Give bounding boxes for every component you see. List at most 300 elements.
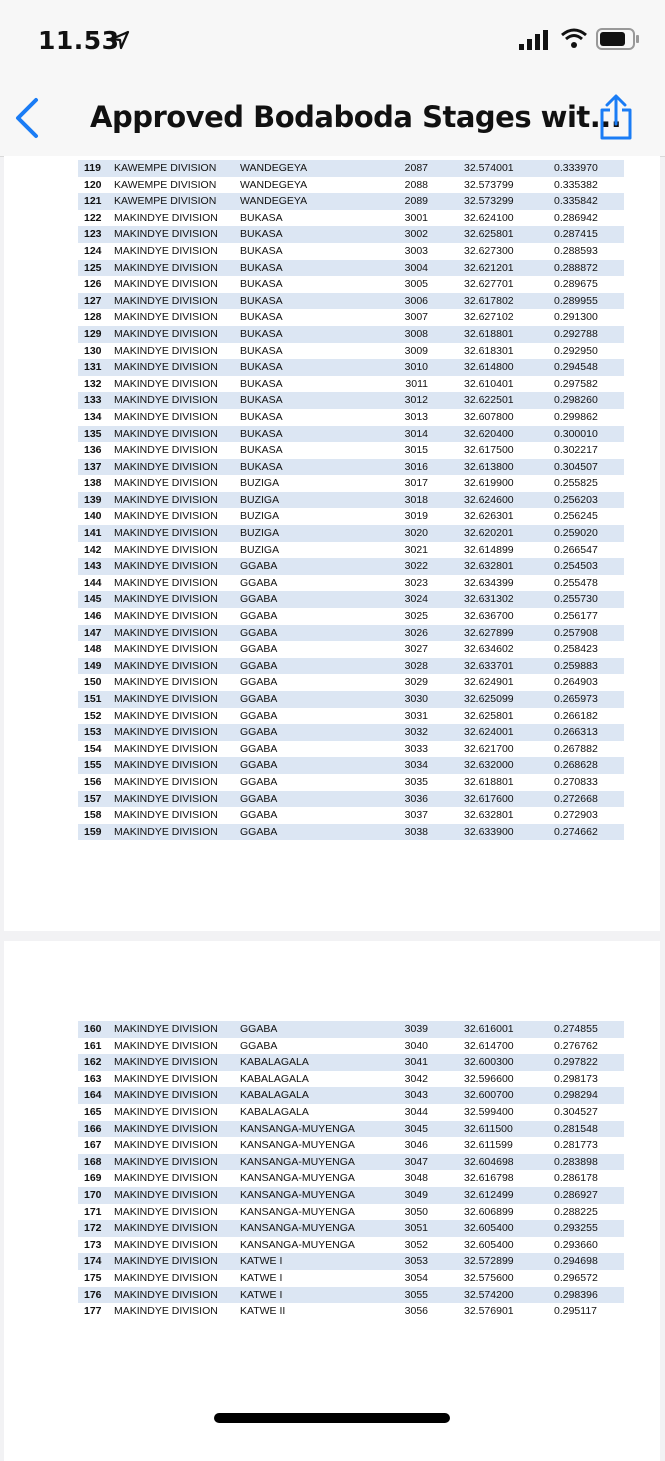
stage-name-cell: KABALAGALA xyxy=(240,1087,368,1104)
row-number: 146 xyxy=(84,610,102,623)
stage-name-cell: KANSANGA-MUYENGA xyxy=(240,1238,355,1251)
row-number: 147 xyxy=(78,625,114,642)
latitude-cell: 0.274855 xyxy=(552,1021,624,1038)
table-row xyxy=(78,1170,624,1187)
table-row xyxy=(78,625,624,642)
latitude-cell: 0.270833 xyxy=(554,775,598,788)
longitude-cell: 32.636700 xyxy=(464,610,514,623)
stage-code-cell: 3004 xyxy=(368,260,458,277)
longitude-cell: 32.618801 xyxy=(464,775,514,788)
division-cell: MAKINDYE DIVISION xyxy=(114,392,240,409)
row-number: 152 xyxy=(84,709,102,722)
division-cell: MAKINDYE DIVISION xyxy=(114,1139,218,1152)
longitude-cell: 32.574200 xyxy=(458,1287,552,1304)
stage-code-cell: 3029 xyxy=(404,676,428,689)
share-button[interactable] xyxy=(596,94,636,142)
stage-code-cell: 3043 xyxy=(368,1087,458,1104)
stage-code-cell: 3014 xyxy=(368,426,458,443)
stage-name-cell: BUKASA xyxy=(240,410,283,423)
stage-name-cell: GGABA xyxy=(240,757,368,774)
stage-code-cell: 3006 xyxy=(368,293,458,310)
row-number: 132 xyxy=(84,377,102,390)
latitude-cell: 0.292788 xyxy=(552,326,624,343)
stage-code-cell: 3017 xyxy=(404,477,428,490)
stage-name-cell: WANDEGEYA xyxy=(240,193,368,210)
row-number: 148 xyxy=(84,643,102,656)
stage-code-cell: 3011 xyxy=(405,377,428,390)
stage-code-cell: 3023 xyxy=(404,576,428,589)
stage-name-cell: KATWE I xyxy=(240,1253,368,1270)
stage-name-cell: BUKASA xyxy=(240,459,368,476)
longitude-cell: 32.618301 xyxy=(464,344,514,357)
longitude-cell: 32.614700 xyxy=(464,1039,514,1052)
table-row xyxy=(78,177,624,194)
row-number: 133 xyxy=(78,392,114,409)
longitude-cell: 32.611599 xyxy=(464,1139,513,1152)
longitude-cell: 32.617500 xyxy=(464,444,514,457)
division-cell: MAKINDYE DIVISION xyxy=(114,1121,240,1138)
table-row xyxy=(78,1187,624,1204)
latitude-cell: 0.256177 xyxy=(554,610,598,623)
stage-name-cell: BUZIGA xyxy=(240,510,280,523)
stage-name-cell: BUKASA xyxy=(240,377,283,390)
division-cell: MAKINDYE DIVISION xyxy=(114,809,218,822)
division-cell: MAKINDYE DIVISION xyxy=(114,1220,240,1237)
latitude-cell: 0.297822 xyxy=(552,1054,624,1071)
latitude-cell: 0.272903 xyxy=(554,809,598,822)
latitude-cell: 0.274662 xyxy=(552,824,624,841)
division-cell: MAKINDYE DIVISION xyxy=(114,643,218,656)
longitude-cell: 32.605400 xyxy=(464,1238,514,1251)
stage-name-cell: KANSANGA-MUYENGA xyxy=(240,1121,368,1138)
table-row xyxy=(78,409,624,426)
table-row xyxy=(78,608,624,625)
stage-code-cell: 3007 xyxy=(404,311,428,324)
stage-code-cell: 3036 xyxy=(368,791,458,808)
table-row xyxy=(78,376,624,393)
longitude-cell: 32.604698 xyxy=(458,1154,552,1171)
division-cell: MAKINDYE DIVISION xyxy=(114,444,218,457)
row-number: 155 xyxy=(78,757,114,774)
longitude-cell: 32.621700 xyxy=(464,742,514,755)
stages-table-page-1 xyxy=(78,160,624,840)
longitude-cell: 32.600700 xyxy=(458,1087,552,1104)
division-cell: MAKINDYE DIVISION xyxy=(114,1072,218,1085)
row-number: 153 xyxy=(78,724,114,741)
division-cell: MAKINDYE DIVISION xyxy=(114,326,240,343)
stage-name-cell: GGABA xyxy=(240,791,368,808)
latitude-cell: 0.289675 xyxy=(554,278,598,291)
latitude-cell: 0.266182 xyxy=(554,709,598,722)
latitude-cell: 0.283898 xyxy=(552,1154,624,1171)
stage-code-cell: 3055 xyxy=(368,1287,458,1304)
table-row xyxy=(78,160,624,177)
status-bar xyxy=(0,0,665,80)
table-row xyxy=(78,309,624,326)
latitude-cell: 0.276762 xyxy=(554,1039,598,1052)
home-indicator[interactable] xyxy=(214,1413,450,1423)
latitude-cell: 0.333970 xyxy=(552,160,624,177)
longitude-cell: 32.573799 xyxy=(464,178,514,191)
stage-code-cell: 3049 xyxy=(368,1187,458,1204)
stage-code-cell: 3009 xyxy=(404,344,428,357)
latitude-cell: 0.302217 xyxy=(554,444,598,457)
table-row xyxy=(78,243,624,260)
division-cell: MAKINDYE DIVISION xyxy=(114,1271,218,1284)
table-row xyxy=(78,475,624,492)
stage-name-cell: GGABA xyxy=(240,1039,278,1052)
longitude-cell: 32.632801 xyxy=(464,809,514,822)
row-number: 172 xyxy=(78,1220,114,1237)
division-cell: MAKINDYE DIVISION xyxy=(114,1172,218,1185)
division-cell: MAKINDYE DIVISION xyxy=(114,709,218,722)
latitude-cell: 0.300010 xyxy=(552,426,624,443)
table-row xyxy=(78,1104,624,1121)
table-row xyxy=(78,658,624,675)
row-number: 140 xyxy=(84,510,102,523)
latitude-cell: 0.287415 xyxy=(552,226,624,243)
longitude-cell: 32.620201 xyxy=(458,525,552,542)
division-cell: MAKINDYE DIVISION xyxy=(114,591,240,608)
row-number: 134 xyxy=(84,410,102,423)
stage-code-cell: 3013 xyxy=(404,410,428,423)
latitude-cell: 0.335382 xyxy=(554,178,598,191)
latitude-cell: 0.292950 xyxy=(554,344,598,357)
latitude-cell: 0.266547 xyxy=(554,543,598,556)
stage-name-cell: BUZIGA xyxy=(240,492,368,509)
stage-name-cell: GGABA xyxy=(240,625,368,642)
latitude-cell: 0.286178 xyxy=(554,1172,598,1185)
division-cell: MAKINDYE DIVISION xyxy=(114,311,218,324)
stage-code-cell: 3012 xyxy=(368,392,458,409)
row-number: 129 xyxy=(78,326,114,343)
row-number: 173 xyxy=(84,1238,102,1251)
longitude-cell: 32.624100 xyxy=(464,211,514,224)
row-number: 166 xyxy=(78,1121,114,1138)
stage-code-cell: 3032 xyxy=(368,724,458,741)
table-row xyxy=(78,807,624,824)
division-cell: KAWEMPE DIVISION xyxy=(114,160,240,177)
stage-name-cell: BUKASA xyxy=(240,293,368,310)
table-row xyxy=(78,724,624,741)
table-row xyxy=(78,1220,624,1237)
row-number: 124 xyxy=(84,244,102,257)
row-number: 169 xyxy=(84,1172,102,1185)
row-number: 157 xyxy=(78,791,114,808)
division-cell: MAKINDYE DIVISION xyxy=(114,492,240,509)
row-number: 149 xyxy=(78,658,114,675)
stage-code-cell: 3050 xyxy=(404,1205,428,1218)
stage-code-cell: 3020 xyxy=(368,525,458,542)
latitude-cell: 0.258423 xyxy=(554,643,598,656)
stage-code-cell: 3052 xyxy=(404,1238,428,1251)
longitude-cell: 32.625099 xyxy=(458,691,552,708)
stage-code-cell: 3047 xyxy=(368,1154,458,1171)
latitude-cell: 0.256245 xyxy=(554,510,598,523)
longitude-cell: 32.618801 xyxy=(458,326,552,343)
table-row xyxy=(78,459,624,476)
latitude-cell: 0.335842 xyxy=(552,193,624,210)
row-number: 138 xyxy=(84,477,102,490)
table-row xyxy=(78,1287,624,1304)
stage-name-cell: GGABA xyxy=(240,1021,368,1038)
row-number: 122 xyxy=(84,211,102,224)
table-row xyxy=(78,558,624,575)
latitude-cell: 0.304527 xyxy=(554,1105,598,1118)
stage-name-cell: KANSANGA-MUYENGA xyxy=(240,1154,368,1171)
row-number: 139 xyxy=(78,492,114,509)
stage-code-cell: 3021 xyxy=(404,543,428,556)
stage-name-cell: GGABA xyxy=(240,691,368,708)
longitude-cell: 32.575600 xyxy=(464,1271,514,1284)
table-row xyxy=(78,392,624,409)
row-number: 142 xyxy=(84,543,102,556)
table-row xyxy=(78,1154,624,1171)
stage-name-cell: BUKASA xyxy=(240,326,368,343)
latitude-cell: 0.259020 xyxy=(552,525,624,542)
longitude-cell: 32.599400 xyxy=(464,1105,514,1118)
table-row xyxy=(78,1204,624,1221)
latitude-cell: 0.286927 xyxy=(552,1187,624,1204)
table-row xyxy=(78,293,624,310)
stage-code-cell: 3022 xyxy=(368,558,458,575)
longitude-cell: 32.617600 xyxy=(458,791,552,808)
stage-code-cell: 3001 xyxy=(404,211,428,224)
row-number: 156 xyxy=(84,775,102,788)
stage-code-cell: 3056 xyxy=(404,1305,428,1318)
table-row xyxy=(78,542,624,559)
row-number: 163 xyxy=(84,1072,102,1085)
row-number: 175 xyxy=(84,1271,102,1284)
division-cell: MAKINDYE DIVISION xyxy=(114,1305,218,1318)
battery-icon xyxy=(596,28,640,50)
table-row xyxy=(78,674,624,691)
table-row xyxy=(78,1071,624,1088)
stage-name-cell: KABALAGALA xyxy=(240,1072,309,1085)
stage-name-cell: BUZIGA xyxy=(240,477,280,490)
document-page-1 xyxy=(4,156,660,931)
stage-name-cell: KABALAGALA xyxy=(240,1105,309,1118)
row-number: 119 xyxy=(78,160,114,177)
row-number: 154 xyxy=(84,742,102,755)
longitude-cell: 32.613800 xyxy=(458,459,552,476)
row-number: 125 xyxy=(78,260,114,277)
division-cell: MAKINDYE DIVISION xyxy=(114,742,218,755)
stage-name-cell: GGABA xyxy=(240,775,278,788)
latitude-cell: 0.254503 xyxy=(552,558,624,575)
table-row xyxy=(78,426,624,443)
longitude-cell: 32.606899 xyxy=(464,1205,514,1218)
division-cell: MAKINDYE DIVISION xyxy=(114,344,218,357)
row-number: 141 xyxy=(78,525,114,542)
table-row xyxy=(78,741,624,758)
table-row xyxy=(78,276,624,293)
latitude-cell: 0.288225 xyxy=(554,1205,598,1218)
longitude-cell: 32.627102 xyxy=(464,311,514,324)
latitude-cell: 0.288872 xyxy=(552,260,624,277)
table-row xyxy=(78,575,624,592)
stage-name-cell: GGABA xyxy=(240,576,278,589)
latitude-cell: 0.304507 xyxy=(552,459,624,476)
longitude-cell: 32.627701 xyxy=(464,278,514,291)
row-number: 127 xyxy=(78,293,114,310)
navigation-bar xyxy=(0,80,665,157)
stage-name-cell: BUKASA xyxy=(240,226,368,243)
division-cell: MAKINDYE DIVISION xyxy=(114,691,240,708)
latitude-cell: 0.294548 xyxy=(552,359,624,376)
longitude-cell: 32.624901 xyxy=(464,676,514,689)
stage-code-cell: 3027 xyxy=(404,643,428,656)
division-cell: MAKINDYE DIVISION xyxy=(114,1187,240,1204)
longitude-cell: 32.616001 xyxy=(458,1021,552,1038)
table-row xyxy=(78,824,624,841)
stage-code-cell: 2087 xyxy=(368,160,458,177)
division-cell: MAKINDYE DIVISION xyxy=(114,226,240,243)
page-title: Approved Bodaboda Stages wit... xyxy=(90,100,622,134)
table-row xyxy=(78,1038,624,1055)
stage-code-cell: 3044 xyxy=(404,1105,428,1118)
longitude-cell: 32.633701 xyxy=(458,658,552,675)
stage-name-cell: BUKASA xyxy=(240,311,283,324)
table-row xyxy=(78,210,624,227)
longitude-cell: 32.573299 xyxy=(458,193,552,210)
stage-code-cell: 3033 xyxy=(404,742,428,755)
table-row xyxy=(78,1054,624,1071)
stage-code-cell: 3024 xyxy=(368,591,458,608)
division-cell: KAWEMPE DIVISION xyxy=(114,193,240,210)
stage-code-cell: 3002 xyxy=(368,226,458,243)
stage-code-cell: 2089 xyxy=(368,193,458,210)
division-cell: MAKINDYE DIVISION xyxy=(114,244,218,257)
latitude-cell: 0.264903 xyxy=(554,676,598,689)
row-number: 168 xyxy=(78,1154,114,1171)
latitude-cell: 0.255730 xyxy=(552,591,624,608)
stage-code-cell: 3048 xyxy=(404,1172,428,1185)
stage-code-cell: 3010 xyxy=(368,359,458,376)
longitude-cell: 32.627300 xyxy=(464,244,514,257)
latitude-cell: 0.265973 xyxy=(552,691,624,708)
latitude-cell: 0.298173 xyxy=(554,1072,598,1085)
stage-code-cell: 3005 xyxy=(404,278,428,291)
table-row xyxy=(78,757,624,774)
division-cell: MAKINDYE DIVISION xyxy=(114,260,240,277)
longitude-cell: 32.614899 xyxy=(464,543,514,556)
stage-code-cell: 3053 xyxy=(368,1253,458,1270)
division-cell: MAKINDYE DIVISION xyxy=(114,1287,240,1304)
stage-code-cell: 3019 xyxy=(404,510,428,523)
stage-name-cell: WANDEGEYA xyxy=(240,160,368,177)
longitude-cell: 32.634602 xyxy=(464,643,514,656)
longitude-cell: 32.632801 xyxy=(458,558,552,575)
latitude-cell: 0.286942 xyxy=(554,211,598,224)
longitude-cell: 32.572899 xyxy=(458,1253,552,1270)
division-cell: MAKINDYE DIVISION xyxy=(114,525,240,542)
location-arrow-icon xyxy=(110,30,130,50)
row-number: 135 xyxy=(78,426,114,443)
longitude-cell: 32.624600 xyxy=(458,492,552,509)
row-number: 162 xyxy=(78,1054,114,1071)
row-number: 145 xyxy=(78,591,114,608)
row-number: 161 xyxy=(84,1039,102,1052)
table-row xyxy=(78,1121,624,1138)
stage-code-cell: 3042 xyxy=(404,1072,428,1085)
table-row xyxy=(78,326,624,343)
latitude-cell: 0.281548 xyxy=(552,1121,624,1138)
stage-code-cell: 3035 xyxy=(404,775,428,788)
row-number: 137 xyxy=(78,459,114,476)
row-number: 150 xyxy=(84,676,102,689)
latitude-cell: 0.272668 xyxy=(552,791,624,808)
stage-name-cell: GGABA xyxy=(240,643,278,656)
division-cell: MAKINDYE DIVISION xyxy=(114,1253,240,1270)
row-number: 121 xyxy=(78,193,114,210)
stage-name-cell: GGABA xyxy=(240,742,278,755)
table-row xyxy=(78,591,624,608)
longitude-cell: 32.622501 xyxy=(458,392,552,409)
longitude-cell: 32.627899 xyxy=(458,625,552,642)
table-row xyxy=(78,1303,624,1320)
division-cell: MAKINDYE DIVISION xyxy=(114,1238,218,1251)
table-row xyxy=(78,691,624,708)
stage-code-cell: 3003 xyxy=(404,244,428,257)
division-cell: MAKINDYE DIVISION xyxy=(114,775,218,788)
stage-code-cell: 3045 xyxy=(368,1121,458,1138)
division-cell: MAKINDYE DIVISION xyxy=(114,610,218,623)
back-button[interactable] xyxy=(10,96,46,140)
stage-name-cell: GGABA xyxy=(240,709,278,722)
stage-name-cell: KANSANGA-MUYENGA xyxy=(240,1205,355,1218)
longitude-cell: 32.605400 xyxy=(458,1220,552,1237)
stage-code-cell: 3025 xyxy=(404,610,428,623)
stage-code-cell: 3018 xyxy=(368,492,458,509)
stage-code-cell: 3040 xyxy=(404,1039,428,1052)
row-number: 128 xyxy=(84,311,102,324)
stage-name-cell: GGABA xyxy=(240,558,368,575)
latitude-cell: 0.291300 xyxy=(554,311,598,324)
row-number: 177 xyxy=(84,1305,102,1318)
division-cell: MAKINDYE DIVISION xyxy=(114,576,218,589)
latitude-cell: 0.289955 xyxy=(552,293,624,310)
latitude-cell: 0.259883 xyxy=(552,658,624,675)
status-time: 11.53 xyxy=(38,26,120,55)
table-row xyxy=(78,1237,624,1254)
stage-name-cell: BUKASA xyxy=(240,260,368,277)
stage-name-cell: KATWE II xyxy=(240,1305,286,1318)
stage-name-cell: BUKASA xyxy=(240,278,283,291)
longitude-cell: 32.625801 xyxy=(458,226,552,243)
stage-name-cell: KANSANGA-MUYENGA xyxy=(240,1220,368,1237)
stage-code-cell: 3038 xyxy=(368,824,458,841)
division-cell: MAKINDYE DIVISION xyxy=(114,658,240,675)
longitude-cell: 32.612499 xyxy=(458,1187,552,1204)
row-number: 131 xyxy=(78,359,114,376)
row-number: 164 xyxy=(78,1087,114,1104)
stage-code-cell: 3008 xyxy=(368,326,458,343)
latitude-cell: 0.299862 xyxy=(554,410,598,423)
longitude-cell: 32.634399 xyxy=(464,576,514,589)
stage-name-cell: BUZIGA xyxy=(240,525,368,542)
stage-name-cell: BUKASA xyxy=(240,392,368,409)
longitude-cell: 32.632000 xyxy=(458,757,552,774)
division-cell: MAKINDYE DIVISION xyxy=(114,477,218,490)
table-row xyxy=(78,1087,624,1104)
stage-code-cell: 3039 xyxy=(368,1021,458,1038)
stage-name-cell: GGABA xyxy=(240,809,278,822)
stage-code-cell: 3028 xyxy=(368,658,458,675)
division-cell: MAKINDYE DIVISION xyxy=(114,459,240,476)
table-row xyxy=(78,641,624,658)
division-cell: MAKINDYE DIVISION xyxy=(114,377,218,390)
